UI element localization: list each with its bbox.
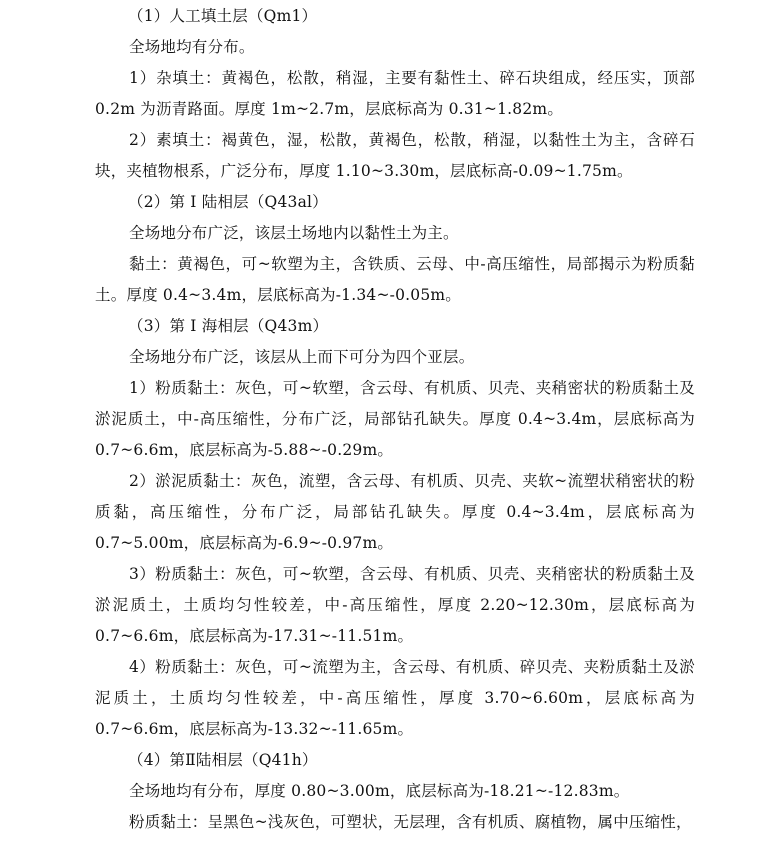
- paragraph-plain-fill: 2）素填土：褐黄色，湿，松散，黄褐色，松散，稍湿，以黏性土为主，含碎石块，夹植物根系，广泛分布，厚度 1.10~3.30m，层底标高-0.09~1.75m。: [95, 131, 695, 180]
- paragraph-silty-clay-continental: 粉质黏土：呈黑色~浅灰色，可塑状，无层理，含有机质、腐植物，属中压缩性，: [129, 813, 692, 831]
- paragraph-clay: 黏土：黄褐色，可~软塑为主，含铁质、云母、中-高压缩性，局部揭示为粉质黏土。厚度 0.4~3.4m，层底标高为-1.34~-0.05m。: [95, 255, 695, 304]
- paragraph-distribution-3: 全场地分布广泛，该层从上而下可分为四个亚层。: [129, 348, 475, 366]
- paragraph-distribution-1: 全场地均有分布。: [129, 38, 255, 56]
- paragraph-silty-clay-1: 1）粉质黏土：灰色，可~软塑，含云母、有机质、贝壳、夹稍密状的粉质黏土及淤泥质土，中-高压缩性，分布广泛，局部钻孔缺失。厚度 0.4~3.4m，层底标高为0.7~6.6m，底层标高为-5.88~-0.29m。: [95, 379, 695, 459]
- heading-marine-layer-1: （3）第 Ⅰ 海相层（Q43m）: [128, 317, 329, 335]
- paragraph-distribution-4: 全场地均有分布，厚度 0.80~3.00m，底层标高为-18.21~-12.83m。: [129, 782, 630, 800]
- paragraph-miscellaneous-fill: 1）杂填土：黄褐色，松散，稍湿，主要有黏性土、碎石块组成，经压实，顶部0.2m 为沥青路面。厚度 1m~2.7m，层底标高为 0.31~1.82m。: [95, 69, 695, 118]
- paragraph-mucky-clay-2: 2）淤泥质黏土：灰色，流塑，含云母、有机质、贝壳、夹软~流塑状稍密状的粉质黏，高压缩性，分布广泛，局部钻孔缺失。厚度 0.4~3.4m，层底标高为 0.7~5.00m，底层标高为-6.9~-0.97m。: [95, 472, 695, 552]
- paragraph-silty-clay-4: 4）粉质黏土：灰色，可~流塑为主，含云母、有机质、碎贝壳、夹粉质黏土及淤泥质土，土质均匀性较差，中-高压缩性，厚度 3.70~6.60m，层底标高为 0.7~6.6m，底层标高为-13.32~-11.65m。: [95, 658, 695, 738]
- heading-continental-layer-1: （2）第 Ⅰ 陆相层（Q43al）: [128, 193, 328, 211]
- heading-continental-layer-2: （4）第Ⅱ陆相层（Q41h）: [128, 751, 318, 769]
- paragraph-silty-clay-3: 3）粉质黏土：灰色，可~软塑，含云母、有机质、贝壳、夹稍密状的粉质黏土及淤泥质土，土质均匀性较差，中-高压缩性，厚度 2.20~12.30m，层底标高为 0.7~6.6m，底层标高为-17.31~-11.51m。: [95, 565, 695, 645]
- heading-artificial-fill-layer: （1）人工填土层（Qm1）: [128, 7, 318, 25]
- paragraph-distribution-2: 全场地分布广泛，该层土场地内以黏性土为主。: [129, 224, 459, 242]
